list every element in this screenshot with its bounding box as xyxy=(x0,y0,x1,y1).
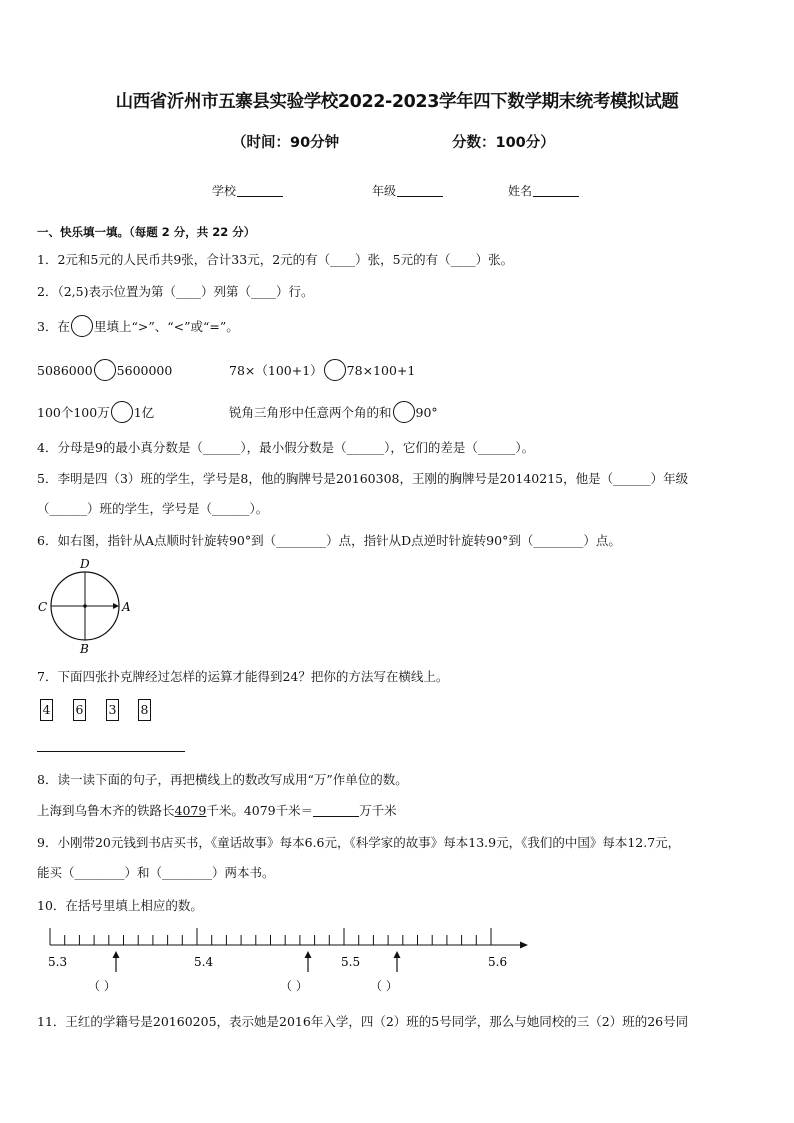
question-8: 8．读一读下面的句子，再把横线上的数改写成用“万”作单位的数。 xyxy=(37,772,408,787)
name-label: 姓名 xyxy=(508,184,533,198)
playing-card: 6 xyxy=(73,699,86,721)
compare-item-a: 5086000 5600000 xyxy=(37,359,172,381)
label-a: A xyxy=(122,600,131,614)
tick-label: 5.6 xyxy=(488,955,508,969)
playing-card: 4 xyxy=(40,699,53,721)
compare-item-b: 78×（100+1） 78×100+1 xyxy=(229,359,415,381)
question-9-line2: 能买（________）和（________）两本书。 xyxy=(37,865,275,880)
playing-card: 3 xyxy=(106,699,119,721)
answer-circle[interactable] xyxy=(94,359,116,381)
clock-circle-diagram xyxy=(34,556,138,654)
center-dot xyxy=(83,604,87,608)
compare-item-d: 锐角三角形中任意两个角的和 90° xyxy=(229,401,438,423)
question-6: 6．如右图，指针从A点顺时针旋转90°到（________）点，指针从D点逆时针旋转90°到（________）点。 xyxy=(37,533,621,548)
answer-parens: （ ） xyxy=(88,979,116,993)
number-line-arrow-icon xyxy=(520,942,528,949)
up-arrow-icon xyxy=(305,951,312,958)
label-d: D xyxy=(80,557,90,571)
tick-label: 5.3 xyxy=(48,955,68,969)
number-line xyxy=(34,922,534,998)
answer-circle[interactable] xyxy=(324,359,346,381)
exam-score: 分数：100分） xyxy=(452,135,555,151)
answer-parens: （ ） xyxy=(370,979,398,993)
up-arrow-icon xyxy=(394,951,401,958)
answer-circle[interactable] xyxy=(393,401,415,423)
compare-item-c: 100个100万 1亿 xyxy=(37,401,154,423)
answer-circle[interactable] xyxy=(111,401,133,423)
question-1: 1．2元和5元的人民币共9张，合计33元，2元的有（____）张，5元的有（____）张。 xyxy=(37,252,514,267)
question-3: 3．在 里填上“>”、“<”或“=”。 xyxy=(37,315,239,337)
section-title: 一、快乐填一填。（每题 2 分，共 22 分） xyxy=(37,225,256,239)
question-7: 7．下面四张扑克牌经过怎样的运算才能得到24？把你的方法写在横线上。 xyxy=(37,669,449,684)
question-8-sentence: 上海到乌鲁木齐的铁路长4079千米。4079千米＝ 万千米 xyxy=(37,803,397,818)
grade-label: 年级 xyxy=(372,184,397,198)
page-title: 山西省沂州市五寨县实验学校2022-2023学年四下数学期末统考模拟试题 xyxy=(115,92,679,112)
tick-label: 5.4 xyxy=(194,955,214,969)
question-4: 4．分母是9的最小真分数是（______），最小假分数是（______），它们的差是（______）。 xyxy=(37,440,535,455)
label-b: B xyxy=(80,642,89,654)
answer-parens: （ ） xyxy=(280,979,308,993)
up-arrow-icon xyxy=(113,951,120,958)
school-label: 学校 xyxy=(212,184,237,198)
question-10: 10．在括号里填上相应的数。 xyxy=(37,898,203,913)
answer-blank[interactable] xyxy=(313,804,359,817)
compare-circle-icon xyxy=(71,315,93,337)
question-2: 2．（2,5)表示位置为第（____）列第（____）行。 xyxy=(37,284,314,299)
question-5-line2: （______）班的学生，学号是（______）。 xyxy=(37,501,269,516)
playing-card: 8 xyxy=(138,699,151,721)
label-c: C xyxy=(38,600,48,614)
school-field[interactable] xyxy=(212,182,283,199)
tick-label: 5.5 xyxy=(341,955,361,969)
pointer-arrow-icon xyxy=(113,603,119,609)
grade-field[interactable] xyxy=(372,182,443,199)
question-11: 11．王红的学籍号是20160205，表示她是2016年入学，四（2）班的5号同学，那么与她同校的三（2）班的26号同 xyxy=(37,1014,689,1029)
question-9-line1: 9．小刚带20元钱到书店买书，《童话故事》每本6.6元，《科学家的故事》每本13.9元，《我们的中国》每本12.7元， xyxy=(37,835,681,850)
exam-time: （时间：90分钟 xyxy=(232,135,340,151)
answer-line[interactable] xyxy=(37,751,185,752)
name-field[interactable] xyxy=(508,182,579,199)
question-5-line1: 5．李明是四（3）班的学生，学号是8，他的胸牌号是20160308，王刚的胸牌号是20140215，他是（______）年级 xyxy=(37,471,689,486)
